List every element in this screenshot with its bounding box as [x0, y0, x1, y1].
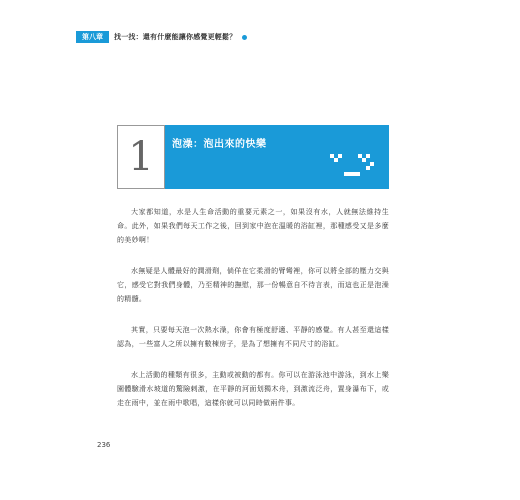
chapter-label: 第八章: [76, 31, 109, 43]
paragraph: 水上活動的種類有很多，主動或被動的都有。你可以在游泳池中游泳，到水上樂園體驗滑水坡道的驚險刺激，在平靜的河面划獨木舟，到激流泛舟，置身瀑布下，或走在雨中，並在雨中歌唱，這樣你就可以同時做兩件事。: [117, 371, 389, 407]
paragraph: 其實，只要每天泡一次熱水澡，你會有極度舒適、平靜的感覺。有人甚至還這樣認為，一些富人之所以擁有數棟房子，是為了想擁有不同尺寸的浴缸。: [117, 326, 389, 348]
chapter-title: 找一找：還有什麼能讓你感覺更輕鬆？: [114, 33, 237, 41]
running-header: [76, 31, 247, 43]
section-number: 1: [128, 134, 154, 180]
section-banner: [165, 125, 389, 189]
paragraph: 大家都知道，水是人生命活動的重要元素之一，如果沒有水，人就無法維持生命。此外，如果我們每天工作之後，回到家中泡在溫暖的浴缸裡，那種感受又是多麼的美妙啊！: [117, 208, 389, 244]
pixel-face-icon: [330, 152, 378, 182]
section-number-box: [117, 125, 165, 189]
paragraph: 水無疑是人體最好的潤滑劑，倘佯在它柔滑的臂彎裡，你可以將全部的壓力交與它，感受它對我們身體，乃至精神的撫慰，那一份暢意自不待言表，而這也正是泡澡的精髓。: [117, 267, 389, 303]
bullet-dot-icon: [242, 35, 247, 40]
body-text: [117, 205, 389, 427]
page-number: 236: [97, 441, 111, 449]
section-heading: [117, 125, 389, 189]
section-title: 泡澡：泡出來的快樂: [172, 139, 267, 150]
